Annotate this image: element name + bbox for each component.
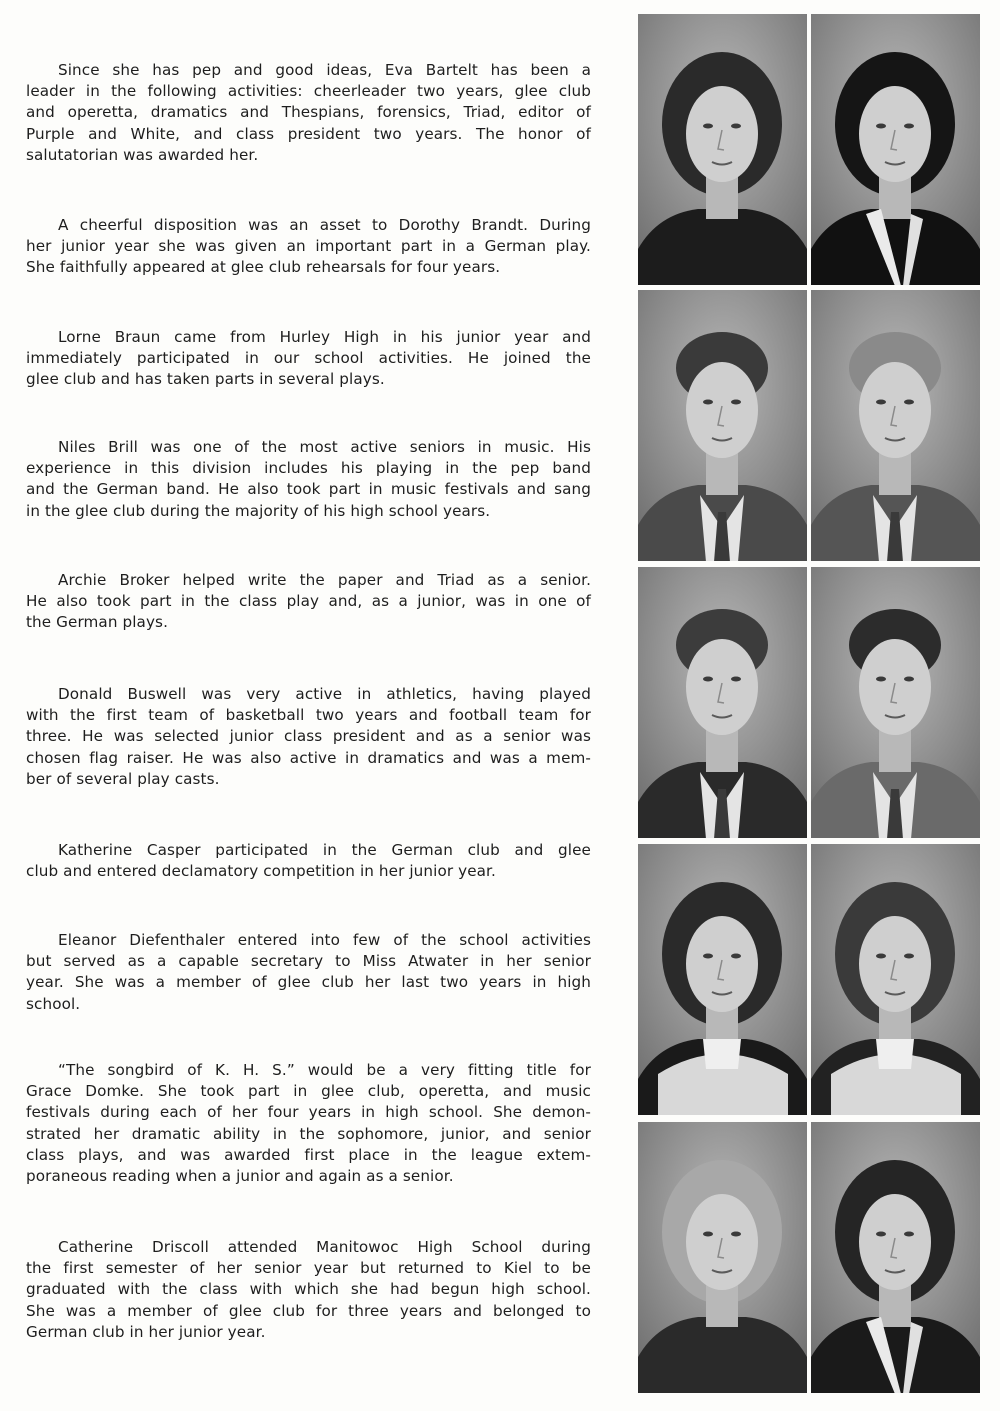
portrait-photo — [638, 14, 807, 285]
portrait-photo — [811, 290, 980, 561]
biography-line: class plays, and was awarded first place in the league extem- — [26, 1145, 591, 1164]
biography-paragraph — [26, 570, 591, 634]
biography-line: German club in her junior year. — [26, 1322, 266, 1341]
biography-line: leader in the following activities: cheerleader two years, glee club — [26, 82, 591, 101]
biography-paragraph — [26, 1060, 591, 1187]
biography-line: festivals during each of her four years in high school. She demon- — [26, 1103, 591, 1122]
portrait-image — [638, 290, 807, 561]
portrait-image — [638, 14, 807, 285]
portrait-image — [811, 1122, 980, 1393]
biography-line: Donald Buswell was very active in athletics, having played — [58, 685, 591, 703]
biography-line: in the glee club during the majority of his high school years. — [26, 501, 491, 520]
biography-line: Purple and White, and class president two years. The honor of — [26, 124, 591, 143]
biography-paragraph — [26, 327, 591, 391]
biography-line: Grace Domke. She took part in glee club, operetta, and music — [26, 1082, 591, 1101]
biography-line: ber of several play casts. — [26, 769, 220, 788]
biography-line: experience in this division includes his playing in the pep band — [26, 459, 591, 478]
biography-line: with the first team of basketball two years and football team for — [26, 706, 591, 725]
portrait-image — [811, 844, 980, 1115]
portrait-image — [638, 1122, 807, 1393]
biography-paragraph — [26, 437, 591, 522]
biography-line: graduated with the class with which she had begun high school. — [26, 1280, 591, 1299]
biography-line: Catherine Driscoll attended Manitowoc High School during — [58, 1238, 591, 1256]
biography-line: school. — [26, 994, 81, 1013]
biography-paragraph — [26, 684, 591, 790]
portrait-photo — [638, 290, 807, 561]
biography-line: the German plays. — [26, 613, 168, 632]
biography-line: salutatorian was awarded her. — [26, 145, 259, 164]
biography-line: poraneous reading when a junior and again as a senior. — [26, 1167, 454, 1186]
biography-line: year. She was a member of glee club her last two years in high — [26, 973, 591, 992]
biography-line: Since she has pep and good ideas, Eva Bartelt has been a — [58, 61, 591, 79]
portrait-photo — [811, 567, 980, 838]
portrait-photo — [638, 844, 807, 1115]
biography-paragraph — [26, 930, 591, 1015]
portrait-photo — [638, 567, 807, 838]
biography-line: A cheerful disposition was an asset to Dorothy Brandt. During — [58, 216, 591, 234]
biography-line: She was a member of glee club for three years and belonged to — [26, 1301, 591, 1320]
portrait-image — [811, 14, 980, 285]
biography-line: Eleanor Diefenthaler entered into few of the school activities — [58, 931, 591, 949]
biography-paragraph — [26, 1237, 591, 1343]
biography-paragraph — [26, 60, 591, 166]
portrait-image — [811, 567, 980, 838]
biography-line: chosen flag raiser. He was also active in dramatics and was a mem- — [26, 748, 591, 767]
biography-paragraph — [26, 215, 591, 279]
biography-line: but served as a capable secretary to Miss Atwater in her senior — [26, 952, 591, 971]
biography-line: club and entered declamatory competition in her junior year. — [26, 862, 496, 881]
biography-line: strated her dramatic ability in the sophomore, junior, and senior — [26, 1124, 591, 1143]
biography-line: Lorne Braun came from Hurley High in his junior year and — [58, 328, 591, 346]
portrait-photo — [811, 14, 980, 285]
biography-line: She faithfully appeared at glee club rehearsals for four years. — [26, 258, 501, 277]
portrait-image — [638, 567, 807, 838]
portrait-image — [638, 844, 807, 1115]
biography-line: Katherine Casper participated in the German club and glee — [58, 841, 591, 859]
biography-paragraph — [26, 840, 591, 882]
biography-line: and operetta, dramatics and Thespians, forensics, Triad, editor of — [26, 103, 591, 122]
portrait-photo — [638, 1122, 807, 1393]
biography-line: three. He was selected junior class president and as a senior was — [26, 727, 591, 746]
biography-line: Archie Broker helped write the paper and Triad as a senior. — [58, 571, 591, 589]
biography-line: immediately participated in our school activities. He joined the — [26, 349, 591, 368]
portrait-image — [811, 290, 980, 561]
biography-line: and the German band. He also took part in music festivals and sang — [26, 480, 591, 499]
biography-line: her junior year she was given an important part in a German play. — [26, 237, 591, 256]
biography-line: He also took part in the class play and, as a junior, was in one of — [26, 592, 591, 611]
biography-line: glee club and has taken parts in several plays. — [26, 370, 385, 389]
biography-line: the first semester of her senior year but returned to Kiel to be — [26, 1259, 591, 1278]
portrait-photo — [811, 1122, 980, 1393]
biography-line: “The songbird of K. H. S.” would be a very fitting title for — [58, 1061, 591, 1079]
biography-line: Niles Brill was one of the most active seniors in music. His — [58, 438, 591, 456]
portrait-photo — [811, 844, 980, 1115]
